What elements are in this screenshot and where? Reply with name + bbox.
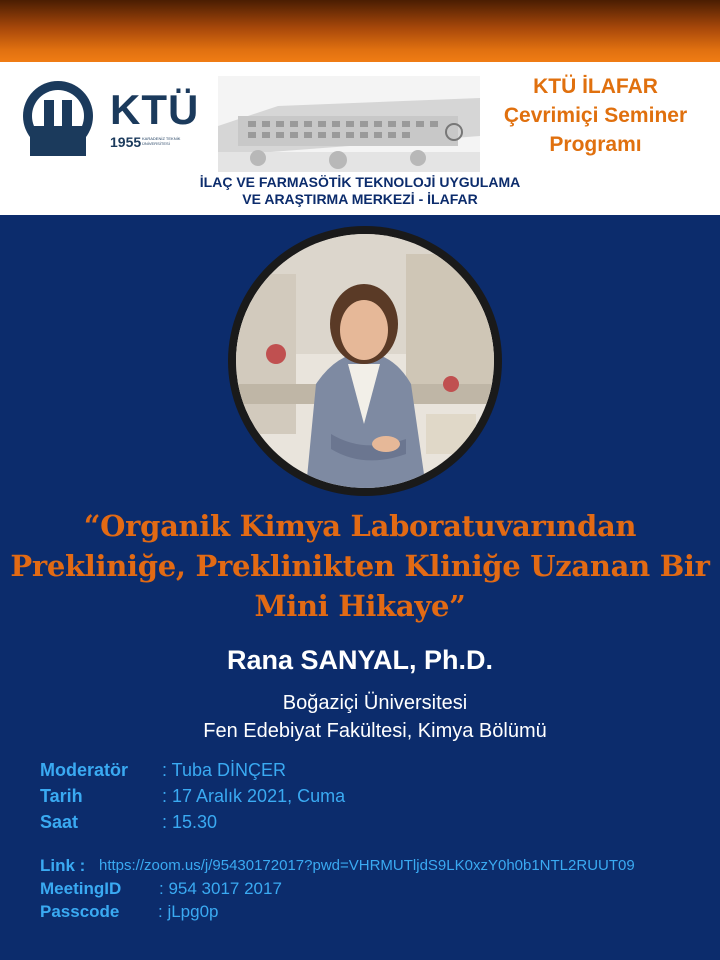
meeting-id-value: : 954 3017 2017 — [159, 879, 282, 898]
passcode-value: : jLpg0p — [158, 902, 219, 921]
center-name-line-1: İLAÇ VE FARMASÖTİK TEKNOLOJİ UYGULAMA — [199, 174, 521, 190]
passcode-label: Passcode — [40, 902, 120, 921]
link-label-text: Link — [40, 856, 75, 875]
talk-title-line-2: Prekliniğe, Preklinikten Kliniğe Uzanan Bir — [10, 549, 710, 583]
speaker-affiliation — [0, 689, 720, 745]
link-label — [40, 856, 85, 876]
passcode-row — [40, 902, 720, 926]
time-value: : 15.30 — [162, 812, 218, 832]
seminar-title-line-3: Programı — [549, 133, 642, 156]
meeting-id-label: MeetingID — [40, 879, 122, 898]
logo-text: KTÜ — [110, 86, 200, 133]
header — [0, 62, 720, 215]
center-name-line-2 — [150, 191, 570, 208]
top-gradient-bar — [0, 0, 720, 62]
center-name-part: VE ARAŞTIRMA MERKEZİ — [242, 191, 415, 207]
link-colon: : — [74, 856, 86, 875]
meeting-id-row — [40, 879, 720, 903]
zoom-link[interactable]: https://zoom.us/j/95430172017?pwd=VHRMUTljdS9LK0xzY0h0b1NTL2RUUT09 — [99, 857, 635, 874]
talk-title-line-1: “Organik Kimya Laboratuvarından — [83, 509, 637, 543]
ktu-logo — [20, 78, 200, 158]
logo-subtitle: KARADENİZ TEKNİK ÜNİVERSİTESİ — [142, 136, 181, 146]
seminar-title-line-2: Çevrimiçi Seminer — [503, 104, 688, 127]
research-center-name — [150, 174, 570, 208]
link-row — [40, 856, 720, 880]
date-label: Tarih — [40, 786, 83, 806]
seminar-title-line-1: KTÜ İLAFAR — [533, 75, 658, 98]
moderator-value: : Tuba DİNÇER — [162, 760, 287, 780]
ktu-emblem-icon — [20, 78, 100, 158]
speaker-name: Rana SANYAL, Ph.D. — [226, 645, 494, 675]
talk-title — [0, 506, 720, 626]
talk-title-line-3: Mini Hikaye” — [254, 589, 466, 623]
logo-year: 1955 — [110, 134, 142, 150]
center-name-dash: - — [414, 191, 428, 207]
speaker-department: Fen Edebiyat Fakültesi, Kimya Bölümü — [203, 720, 547, 742]
center-abbrev: İLAFAR — [427, 191, 478, 207]
campus-building-image — [218, 76, 480, 172]
moderator-label: Moderatör — [40, 760, 129, 780]
time-row — [40, 812, 720, 836]
moderator-row — [40, 760, 720, 784]
date-value: : 17 Aralık 2021, Cuma — [162, 786, 346, 806]
seminar-title — [478, 72, 713, 159]
time-label: Saat — [40, 812, 79, 832]
date-row — [40, 786, 720, 810]
speaker-photo — [228, 226, 502, 496]
speaker-university: Boğaziçi Üniversitesi — [282, 692, 468, 714]
speaker-portrait-image — [236, 234, 494, 488]
